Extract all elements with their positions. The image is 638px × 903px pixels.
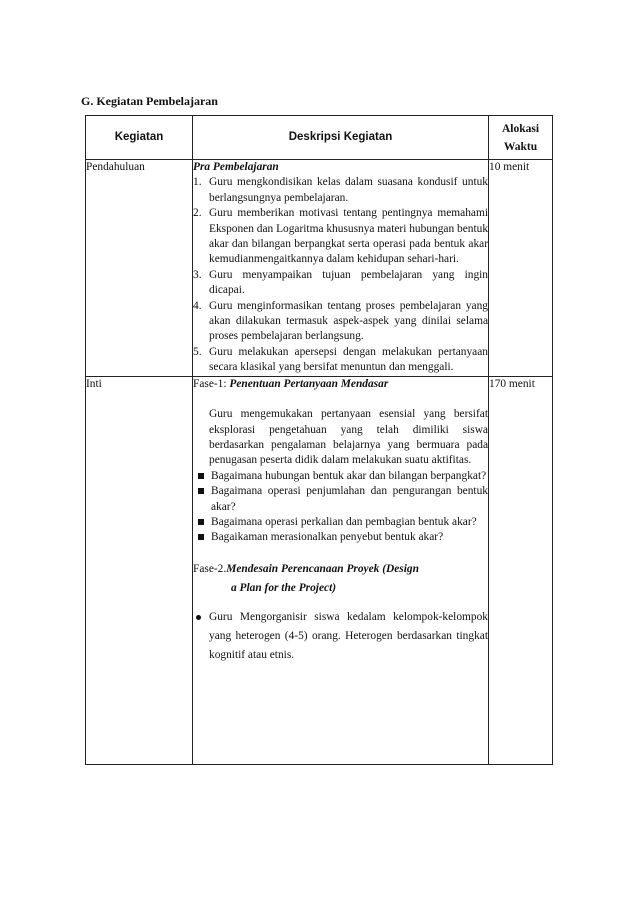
- header-time-allocation: [489, 116, 553, 160]
- phase2-prefix: Fase-2.: [193, 562, 227, 575]
- time-cell: 10 menit: [489, 160, 553, 377]
- question-text: Bagaikaman merasionalkan penyebut bentuk akar?: [211, 531, 444, 544]
- list-item: 1. Guru mengkondisikan kelas dalam suasana kondusif untuk berlangsungnya pembelajaran.: [193, 176, 488, 204]
- bullet-text: Guru Mengorganisir siswa kedalam kelompok-kelompok yang heterogen (4-5) orang. Heterogen berdasarkan tingkat kognitif atau etnis.: [209, 610, 488, 661]
- phase2-title-continued: a Plan for the Project): [231, 581, 337, 594]
- phase1-prefix: Fase-1:: [193, 377, 230, 390]
- list-item: 2. Guru memberikan motivasi tentang pentingnya memahami Eksponen dan Logaritma khususnya materi hubungan bentuk akar dan bilangan berpangkat serta operasi pada bentuk akar kemudianmengaitkannya dalam kehidupan sehari-hari.: [193, 207, 489, 266]
- question-text: Bagaimana operasi penjumlahan dan pengurangan bentuk akar?: [211, 485, 488, 513]
- step-text: Guru melakukan apersepsi dengan melakukan pertanyaan secara klasikal yang bersifat menuntun dan menggali.: [209, 345, 488, 374]
- header-activity: Kegiatan: [86, 116, 193, 160]
- phase1-paragraph: Guru mengemukakan pertanyaan esensial yang bersifat eksplorasi pengetahuan yang telah dimiliki siswa berdasarkan pengalaman belajarnya yang bermuara pada penugasan peserta didik dalam melakukan suatu aktifitas.: [209, 408, 488, 467]
- square-bullet-icon: [198, 534, 204, 540]
- description-cell: [193, 160, 489, 377]
- learning-activities-table: [85, 115, 553, 765]
- section-heading: G. Kegiatan Pembelajaran: [81, 94, 218, 108]
- activity-cell: Inti: [86, 376, 193, 764]
- round-bullet-icon: [196, 615, 201, 620]
- question-text: Bagaimana operasi perkalian dan pembagian bentuk akar?: [211, 515, 477, 528]
- activity-cell: Pendahuluan: [86, 160, 193, 377]
- square-bullet-icon: [198, 473, 204, 479]
- phase2-bullet-list: [193, 608, 488, 665]
- pre-learning-title: Pra Pembelajaran: [193, 161, 279, 173]
- list-item: [193, 469, 488, 484]
- list-item: [193, 608, 488, 665]
- header-time-line1: Alokasi: [501, 122, 540, 135]
- list-item: 3. Guru menyampaikan tujuan pembelajaran yang ingin dicapai.: [193, 268, 488, 297]
- phase1-title: Penentuan Pertanyaan Mendasar: [229, 377, 389, 390]
- step-text: Guru memberikan motivasi tentang pentingnya memahami Eksponen dan Logaritma khususnya materi hubungan bentuk akar dan bilangan berpangkat serta operasi pada bentuk akar kemudianmengaitkannya dalam kehidupan sehari-hari.: [209, 207, 489, 266]
- list-item: [193, 515, 488, 530]
- header-description: Deskripsi Kegiatan: [193, 116, 489, 160]
- phase2-title: Mendesain Perencanaan Proyek (Design: [226, 562, 419, 575]
- header-time-line2: Waktu: [503, 140, 538, 153]
- list-item: 5. Guru melakukan apersepsi dengan melakukan pertanyaan secara klasikal yang bersifat menuntun dan menggali.: [193, 345, 488, 374]
- phase1-heading: [193, 377, 488, 392]
- table-header-row: [86, 116, 553, 160]
- step-text: Guru menyampaikan tujuan pembelajaran yang ingin dicapai.: [209, 268, 488, 297]
- question-list: [193, 469, 488, 546]
- description-cell: [193, 376, 489, 764]
- step-text: Guru mengkondisikan kelas dalam suasana kondusif untuk berlangsungnya pembelajaran.: [209, 176, 488, 204]
- table-row-core: [86, 376, 553, 764]
- square-bullet-icon: [198, 488, 204, 494]
- square-bullet-icon: [198, 519, 204, 525]
- list-item: [193, 484, 488, 515]
- question-text: Bagaimana hubungan bentuk akar dan bilangan berpangkat?: [211, 469, 487, 482]
- phase2-heading: [193, 560, 488, 598]
- step-text: Guru menginformasikan tentang proses pembelajaran yang akan dilakukan termasuk aspek-aspek yang dinilai selama proses pembelajaran berlangsung.: [209, 299, 488, 343]
- list-item: 4. Guru menginformasikan tentang proses pembelajaran yang akan dilakukan termasuk aspek-aspek yang dinilai selama proses pembelajaran berlangsung.: [193, 299, 488, 343]
- time-cell: 170 menit: [489, 376, 553, 764]
- list-item: [193, 530, 488, 545]
- table-row-introduction: [86, 160, 553, 377]
- step-list: [193, 175, 488, 375]
